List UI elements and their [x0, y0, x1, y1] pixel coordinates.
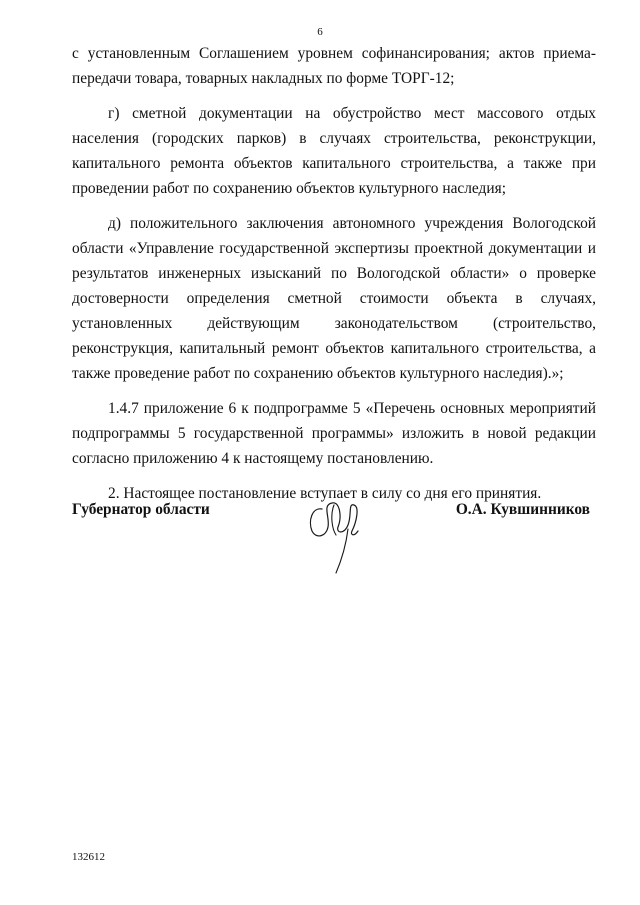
paragraph-item-d: д) положительного заключения автономного учреждения Вологодской области «Управление государственной экспертизы проектной документации и результатов инженерных изысканий по Вологодской области» о проверке достоверности определения сметной стоимости объекта в случаях, установленных действующим законодательством (строительство, реконструкция, капитальный ремонт объектов капитального строительства, а также проведение работ по сохранению объектов культурного наследия).»;	[72, 215, 596, 382]
page-number: 6	[317, 26, 323, 38]
paragraph-item-g: г) сметной документации на обустройство мест массового отдых населения (городских парков) в случаях строительства, реконструкции, капитального ремонта объектов капитального строительства, а также при проведении работ по сохранению объектов культурного наследия;	[72, 105, 596, 197]
handwritten-signature	[304, 495, 366, 577]
paragraph-1-4-7: 1.4.7 приложение 6 к подпрограмме 5 «Перечень основных мероприятий подпрограммы 5 государственной программы» изложить в новой редакции согласно приложению 4 к настоящему постановлению.	[72, 400, 596, 467]
paragraph-2: 2. Настоящее постановление вступает в силу со дня его принятия.	[108, 485, 542, 502]
paragraph-continuation: с установленным Соглашением уровнем софинансирования; актов приема-передачи товара, товарных накладных по форме ТОРГ-12;	[72, 45, 596, 87]
document-body	[72, 41, 596, 516]
signatory-name: О.А. Кувшинников	[455, 501, 590, 518]
signatory-position: Губернатор области	[72, 501, 210, 518]
document-id: 132612	[72, 851, 105, 863]
